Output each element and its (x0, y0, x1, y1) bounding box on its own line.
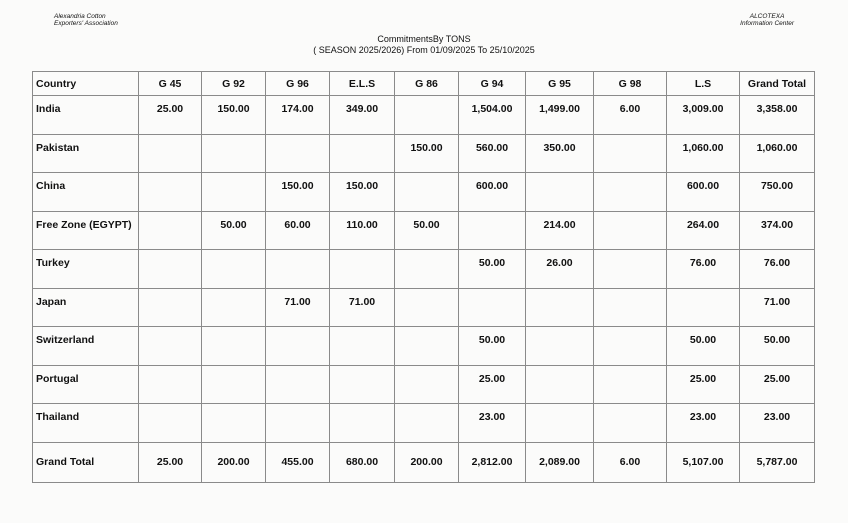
alcotexa-header (740, 13, 794, 27)
value-cell (330, 134, 395, 173)
value-cell: 23.00 (740, 404, 815, 443)
table-row (33, 288, 815, 327)
value-cell: 150.00 (266, 173, 330, 212)
value-cell: 23.00 (667, 404, 740, 443)
table-row (33, 211, 815, 250)
grand-total-label: Grand Total (33, 442, 139, 482)
value-cell: 50.00 (459, 327, 526, 366)
table-row (33, 365, 815, 404)
table-row (33, 134, 815, 173)
value-cell: 150.00 (395, 134, 459, 173)
value-cell: 6.00 (594, 96, 667, 135)
value-cell: 174.00 (266, 96, 330, 135)
value-cell (202, 250, 266, 289)
value-cell: 150.00 (330, 173, 395, 212)
value-cell: 600.00 (459, 173, 526, 212)
value-cell: 71.00 (266, 288, 330, 327)
value-cell: 50.00 (667, 327, 740, 366)
value-cell: 3,358.00 (740, 96, 815, 135)
value-cell: 76.00 (667, 250, 740, 289)
value-cell: 150.00 (202, 96, 266, 135)
value-cell (459, 288, 526, 327)
table-row (33, 96, 815, 135)
value-cell: 1,499.00 (526, 96, 594, 135)
value-cell (395, 365, 459, 404)
value-cell (395, 404, 459, 443)
column-header-g-98: G 98 (594, 72, 667, 96)
value-cell: 71.00 (740, 288, 815, 327)
value-cell: 50.00 (459, 250, 526, 289)
value-cell (526, 365, 594, 404)
column-header-g-86: G 86 (395, 72, 459, 96)
value-cell (139, 365, 202, 404)
value-cell (667, 288, 740, 327)
value-cell: 1,060.00 (667, 134, 740, 173)
country-cell: Pakistan (33, 134, 139, 173)
country-cell: Free Zone (EGYPT) (33, 211, 139, 250)
table-row (33, 404, 815, 443)
value-cell: 264.00 (667, 211, 740, 250)
total-value-cell: 5,107.00 (667, 442, 740, 482)
value-cell: 50.00 (202, 211, 266, 250)
value-cell: 600.00 (667, 173, 740, 212)
value-cell: 23.00 (459, 404, 526, 443)
value-cell: 25.00 (740, 365, 815, 404)
value-cell (395, 327, 459, 366)
column-header-country: Country (33, 72, 139, 96)
value-cell: 50.00 (740, 327, 815, 366)
value-cell (330, 404, 395, 443)
value-cell: 26.00 (526, 250, 594, 289)
value-cell (266, 365, 330, 404)
value-cell (139, 134, 202, 173)
value-cell (526, 404, 594, 443)
country-cell: Japan (33, 288, 139, 327)
value-cell (202, 327, 266, 366)
value-cell (139, 250, 202, 289)
value-cell (330, 327, 395, 366)
value-cell (395, 96, 459, 135)
value-cell (330, 250, 395, 289)
association-name-line2: Exporters' Association (54, 20, 118, 27)
value-cell: 71.00 (330, 288, 395, 327)
column-header-g-95: G 95 (526, 72, 594, 96)
country-cell: Portugal (33, 365, 139, 404)
value-cell (202, 404, 266, 443)
report-title-line2: ( SEASON 2025/2026) From 01/09/2025 To 25/10/2025 (313, 44, 535, 55)
value-cell (139, 404, 202, 443)
report-title (0, 34, 848, 55)
commitments-table (32, 71, 815, 483)
country-cell: Switzerland (33, 327, 139, 366)
column-header-g-94: G 94 (459, 72, 526, 96)
value-cell: 560.00 (459, 134, 526, 173)
country-cell: Turkey (33, 250, 139, 289)
value-cell (594, 134, 667, 173)
value-cell (594, 211, 667, 250)
value-cell (594, 173, 667, 212)
value-cell: 349.00 (330, 96, 395, 135)
value-cell (202, 288, 266, 327)
value-cell: 350.00 (526, 134, 594, 173)
value-cell: 374.00 (740, 211, 815, 250)
table-row (33, 173, 815, 212)
value-cell (202, 173, 266, 212)
grand-total-row (33, 442, 815, 482)
total-value-cell: 200.00 (395, 442, 459, 482)
association-name-line1: Alexandria Cotton (54, 13, 106, 20)
column-header-l-s: L.S (667, 72, 740, 96)
value-cell: 25.00 (667, 365, 740, 404)
value-cell: 1,060.00 (740, 134, 815, 173)
column-header-g-45: G 45 (139, 72, 202, 96)
information-center-label: Information Center (740, 20, 794, 27)
value-cell (139, 327, 202, 366)
value-cell (526, 173, 594, 212)
column-header-grand-total: Grand Total (740, 72, 815, 96)
value-cell (139, 288, 202, 327)
value-cell (266, 250, 330, 289)
value-cell (202, 134, 266, 173)
value-cell (526, 288, 594, 327)
value-cell (395, 288, 459, 327)
value-cell: 1,504.00 (459, 96, 526, 135)
value-cell: 25.00 (139, 96, 202, 135)
value-cell (594, 404, 667, 443)
table-row (33, 327, 815, 366)
value-cell (594, 327, 667, 366)
report-title-line1: CommitmentsBy TONS (377, 34, 471, 44)
country-cell: India (33, 96, 139, 135)
value-cell (266, 134, 330, 173)
value-cell (395, 250, 459, 289)
association-header (54, 13, 118, 27)
total-value-cell: 2,812.00 (459, 442, 526, 482)
column-header-g-96: G 96 (266, 72, 330, 96)
value-cell: 60.00 (266, 211, 330, 250)
value-cell: 3,009.00 (667, 96, 740, 135)
total-value-cell: 680.00 (330, 442, 395, 482)
country-cell: Thailand (33, 404, 139, 443)
value-cell (526, 327, 594, 366)
value-cell (139, 211, 202, 250)
value-cell (202, 365, 266, 404)
country-cell: China (33, 173, 139, 212)
column-header-g-92: G 92 (202, 72, 266, 96)
alcotexa-name: ALCOTEXA (749, 13, 785, 20)
total-value-cell: 5,787.00 (740, 442, 815, 482)
value-cell (459, 211, 526, 250)
total-value-cell: 2,089.00 (526, 442, 594, 482)
value-cell (594, 250, 667, 289)
value-cell: 50.00 (395, 211, 459, 250)
total-value-cell: 6.00 (594, 442, 667, 482)
value-cell: 110.00 (330, 211, 395, 250)
total-value-cell: 200.00 (202, 442, 266, 482)
value-cell (395, 173, 459, 212)
value-cell (266, 327, 330, 366)
value-cell: 76.00 (740, 250, 815, 289)
value-cell: 25.00 (459, 365, 526, 404)
value-cell (594, 288, 667, 327)
value-cell (330, 365, 395, 404)
value-cell (139, 173, 202, 212)
value-cell: 750.00 (740, 173, 815, 212)
value-cell (594, 365, 667, 404)
value-cell: 214.00 (526, 211, 594, 250)
total-value-cell: 455.00 (266, 442, 330, 482)
total-value-cell: 25.00 (139, 442, 202, 482)
table-header-row (33, 72, 815, 96)
column-header-e-l-s: E.L.S (330, 72, 395, 96)
value-cell (266, 404, 330, 443)
table-row (33, 250, 815, 289)
